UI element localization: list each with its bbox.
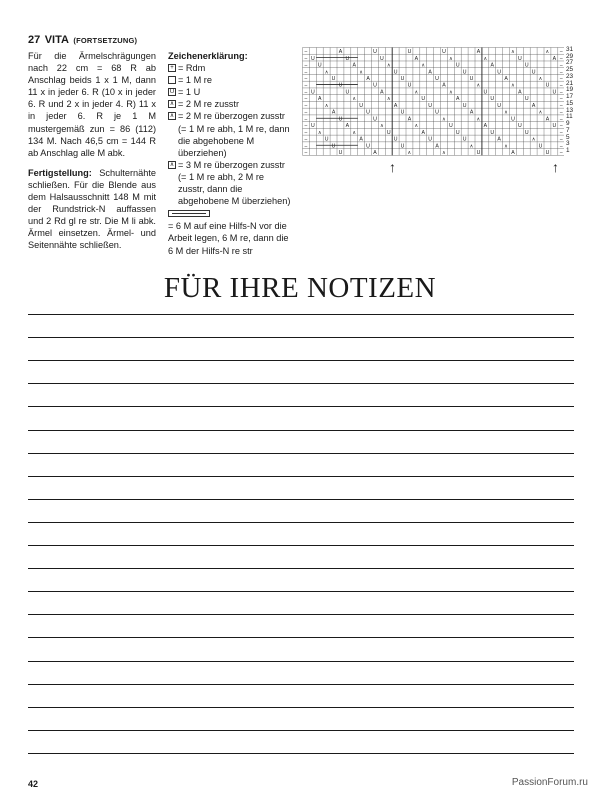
chart-stitch-symbol: A [552,55,557,62]
sleeve-instructions: Für die Ärmelschrägungen nach 22 cm = 68 R ab Anschlag beids 1 x 1 M, dann 11 x in jeder 6. R (10 x in jeder 6. R und 2 x in jeder 4. R) 11 x in jeder 6. R je 1 M mustergemäß zun = 86 (112) 134 M. Nach 46,5 cm = 144 R ab Anschlag alle M abk. [28,51,156,158]
chart-stitch-symbol: ∧ [531,136,536,143]
legend-text: = 1 U [178,87,201,98]
legend-item-yarn-over [168,86,293,98]
chart-edge-stitch: – [304,76,308,82]
chart-stitch-symbol: U [338,150,343,157]
chart-stitch-symbol: U [490,96,495,103]
note-line [28,499,574,500]
chart-stitch-symbol: A [490,62,494,69]
chart-stitch-symbol: A [393,102,398,109]
legend-item-knit [168,74,293,86]
chart-stitch-symbol: U [531,69,536,76]
chart-stitch-symbol: U [552,123,557,130]
chart-stitch-symbol: A [504,76,508,82]
chart-stitch-symbol: ∧ [476,116,481,123]
pattern-number: 27 [28,34,41,46]
chart-stitch-symbol: U [359,102,364,109]
legend-text: = Rdm [178,63,206,74]
knit-symbol-icon [168,76,176,84]
chart-stitch-symbol: ∧ [324,102,329,109]
knitting-chart [302,47,564,157]
chart-row-label: 11 [566,113,573,121]
section-header [28,30,137,48]
chart-stitch-symbol: U [538,143,543,150]
chart-stitch-symbol: A [476,49,481,56]
chart-stitch-symbol: U [393,69,398,76]
chart-edge-stitch: – [559,55,563,62]
chart-stitch-symbol: ∧ [379,123,384,130]
chart-stitch-symbol: U [310,55,315,62]
chart-stitch-symbol: ∧ [386,62,391,69]
note-line [28,614,574,615]
chart-stitch-symbol: U [345,89,350,96]
chart-stitch-symbol: U [490,129,495,136]
legend-item-edge-stitch [168,62,293,74]
legend-item-skp [168,110,293,158]
legend-text: = 6 M auf eine Hilfs-N vor die Arbeit legen, 6 M re, dann die 6 M der Hilfs-N re str [168,221,289,256]
chart-row-labels [566,47,573,155]
chart-stitch-symbol: U [428,136,433,143]
up-arrow-icon: ↑ [389,159,396,175]
chart-stitch-symbol: ∧ [442,150,446,157]
chart-stitch-symbol: U [448,123,453,130]
skp-symbol-icon: ∧ [169,113,175,120]
chart-stitch-symbol: U [462,136,467,143]
chart-row-label: 9 [566,120,570,128]
note-line [28,637,574,638]
chart-edge-stitch: – [559,123,563,130]
finishing-instructions [28,167,156,252]
chart-edge-stitch: – [559,62,563,69]
chart-stitch-symbol: A [456,96,460,103]
chart-stitch-symbol: U [469,76,474,82]
chart-stitch-symbol: ∧ [511,82,515,89]
chart-row-label: 21 [566,79,574,87]
chart-stitch-symbol: U [497,102,502,109]
chart-edge-stitch: – [559,76,563,82]
chart-row-label: 23 [566,72,574,80]
chart-edge-stitch: – [304,55,308,62]
chart-stitch-symbol: ∧ [448,89,453,96]
cable-symbol-icon [168,210,210,217]
note-line [28,453,574,454]
finishing-text: Schulternähte schließen. Für die Blende aus dem Halsausschnitt 148 M mit der Rundstrick-N auffassen und 2 Rd gl re str. Die M li abk. Ärmel einsetzen. Ärmel- und Seitennähte schließen. [28,167,156,251]
chart-stitch-symbol: U [476,150,481,157]
note-line [28,591,574,592]
legend-item-cable [168,207,293,256]
chart-stitch-symbol: U [435,109,439,116]
chart-stitch-symbol: U [373,82,377,89]
chart-stitch-symbol: A [359,136,363,143]
chart-stitch-symbol: ∧ [469,143,474,150]
chart-stitch-symbol: A [435,143,439,150]
legend-text: = 1 M re [178,75,212,86]
chart-stitch-symbol: U [317,62,322,69]
chart-stitch-symbol: U [386,129,391,136]
chart-row-label: 7 [566,126,570,134]
chart-stitch-symbol: U [310,123,315,130]
chart-stitch-symbol: U [400,76,405,82]
note-line [28,383,574,384]
chart-edge-stitch: – [559,69,563,76]
pattern-name: VITA [44,34,69,46]
chart-stitch-symbol: A [366,76,370,82]
chart-edge-stitch: – [559,109,563,116]
chart-stitch-symbol: A [483,123,488,130]
chart-stitch-symbol: ∧ [511,49,515,56]
chart-stitch-symbol: U [442,49,446,56]
chart-edge-stitch: – [559,96,563,103]
yarn-over-symbol-icon: U [169,89,175,96]
chart-edge-stitch: – [304,116,308,123]
chart-stitch-symbol: U [511,116,515,123]
note-line [28,314,574,315]
notes-title: FÜR IHRE NOTIZEN [163,272,437,304]
chart-stitch-symbol: A [442,82,446,89]
chart-edge-stitch: – [559,136,563,143]
chart-stitch-symbol: U [462,102,467,109]
chart-edge-stitch: – [304,150,308,157]
chart-row-label: 19 [566,86,574,94]
chart-stitch-symbol: A [497,136,501,143]
chart-edge-stitch: – [304,109,308,116]
chart-stitch-symbol: ∧ [421,62,426,69]
chart-stitch-symbol: ∧ [359,69,364,76]
chart-stitch-symbol: U [393,136,398,143]
chart-stitch-symbol: U [379,55,384,62]
chart-row-label: 25 [566,66,574,74]
chart-stitch-symbol: U [310,89,315,96]
legend-text: = 3 M re überzogen zusstr (= 1 M re abh, 2 M re zusstr, dann die abgehobene M überziehen) [178,159,291,207]
chart-stitch-symbol: A [373,150,377,157]
chart-stitch-symbol: U [366,109,370,116]
chart-row-label: 13 [566,106,574,114]
chart-stitch-symbol: ∧ [407,150,412,157]
chart-stitch-symbol: U [324,136,329,143]
chart-edge-stitch: – [559,129,563,136]
chart-stitch-symbol: ∧ [545,49,550,56]
chart-edge-stitch: – [559,102,563,109]
edge-stitch-symbol-icon: + [168,64,176,72]
chart-stitch-symbol: U [366,143,370,150]
pattern-subtitle: (FORTSETZUNG) [73,36,138,45]
chart-stitch-symbol: ∧ [483,55,488,62]
chart-stitch-symbol: U [455,129,460,136]
chart-stitch-symbol: U [338,116,343,123]
note-line [28,337,574,338]
chart-stitch-symbol: A [545,116,550,123]
chart-edge-stitch: – [304,62,308,69]
chart-stitch-symbol: U [421,96,426,103]
chart-stitch-symbol: A [428,69,432,76]
chart-stitch-symbol: ∧ [476,82,481,89]
chart-stitch-symbol: A [407,116,412,123]
note-line [28,430,574,431]
chart-row-label: 15 [566,99,574,107]
chart-stitch-symbol: A [338,49,343,56]
chart-edge-stitch: – [304,96,308,103]
chart-stitch-symbol: U [345,55,350,62]
chart-stitch-symbol: U [552,89,557,96]
note-line [28,684,574,685]
chart-stitch-symbol: A [531,102,536,109]
chart-stitch-symbol: ∧ [317,129,322,136]
finishing-heading: Fertigstellung: [28,167,92,178]
chart-edge-stitch: – [559,89,563,96]
chart-stitch-symbol: ∧ [352,129,357,136]
up-arrow-icon: ↑ [552,159,559,175]
chart-stitch-symbol: A [318,96,322,103]
chart-stitch-symbol: ∧ [352,96,357,103]
note-line [28,730,574,731]
chart-stitch-symbol: U [373,49,377,56]
chart-stitch-symbol: U [331,143,336,150]
chart-edge-stitch: – [559,150,563,157]
chart-stitch-symbol: ∧ [538,76,543,82]
chart-stitch-symbol: ∧ [324,69,329,76]
k2tog-symbol-icon: ∧ [169,101,175,108]
chart-stitch-symbol: A [380,89,384,96]
chart-stitch-symbol: U [545,150,550,157]
legend-item-sk2p [168,159,293,207]
chart-stitch-symbol: U [545,82,550,89]
note-line [28,568,574,569]
chart-edge-stitch: – [304,89,308,96]
chart-edge-stitch: – [304,49,308,56]
chart-stitch-symbol: U [407,82,412,89]
chart-stitch-symbol: U [483,89,488,96]
chart-stitch-symbol: U [524,129,529,136]
note-line [28,753,574,754]
chart-stitch-symbol: U [407,49,412,56]
chart-stitch-symbol: A [421,129,425,136]
chart-stitch-symbol: A [518,89,522,96]
chart-stitch-symbol: U [428,102,433,109]
chart-stitch-symbol: U [373,116,377,123]
chart-row-label: 27 [566,59,574,67]
chart-stitch-symbol: U [524,96,529,103]
legend-column [168,50,293,257]
legend-title: Zeichenerklärung: [168,51,248,61]
chart-edge-stitch: – [559,143,563,150]
chart-stitch-symbol: U [497,69,502,76]
chart-stitch-symbol: A [352,62,356,69]
chart-edge-stitch: – [304,82,308,89]
chart-stitch-symbol: ∧ [442,116,446,123]
chart-edge-stitch: – [304,143,308,150]
chart-edge-stitch: – [304,102,308,109]
chart-stitch-symbol: A [331,109,336,116]
note-line [28,545,574,546]
chart-stitch-symbol: U [455,62,460,69]
note-line [28,661,574,662]
chart-edge-stitch: – [559,82,563,89]
chart-stitch-symbol: ∧ [448,55,453,62]
chart-stitch-symbol: U [435,76,439,82]
note-line [28,476,574,477]
chart-stitch-symbol: ∧ [504,143,508,150]
chart-stitch-symbol: U [517,123,522,130]
watermark: PassionForum.ru [511,777,588,788]
chart-stitch-symbol: A [414,55,419,62]
chart-edge-stitch: – [559,49,563,56]
chart-row-label: 1 [566,147,570,155]
chart-row-label: 3 [566,140,570,148]
instructions-column [28,50,156,260]
note-line [28,406,574,407]
chart-stitch-symbol: ∧ [538,109,543,116]
chart-row-label: 17 [566,93,574,101]
note-line [28,522,574,523]
chart-stitch-symbol: A [469,109,474,116]
chart-stitch-symbol: U [400,143,405,150]
chart-row-label: 31 [566,46,574,53]
chart-edge-stitch: – [304,69,308,76]
note-line [28,360,574,361]
chart-stitch-symbol: ∧ [414,123,419,130]
chart-edge-stitch: – [304,123,308,130]
chart-stitch-symbol: A [345,123,350,130]
note-line [28,707,574,708]
chart-stitch-symbol: U [524,62,529,69]
chart-edge-stitch: – [304,129,308,136]
chart-stitch-symbol: ∧ [504,109,508,116]
legend-item-k2tog [168,98,293,110]
chart-stitch-symbol: U [331,76,336,82]
chart-stitch-symbol: ∧ [414,89,419,96]
chart-stitch-symbol: ∧ [386,96,391,103]
chart-stitch-symbol: U [517,55,522,62]
chart-stitch-symbol: U [338,82,343,89]
chart-edge-stitch: – [559,116,563,123]
chart-stitch-symbol: U [462,69,467,76]
chart-row-label: 5 [566,133,570,141]
chart-edge-stitch: – [304,136,308,143]
sk2p-symbol-icon: ∧ [169,161,175,168]
chart-stitch-symbol: A [511,150,515,157]
legend-text: = 2 M re zusstr [178,99,240,110]
chart-row-label: 29 [566,52,574,60]
legend-text: = 2 M re überzogen zusstr (= 1 M re abh, 1 M re, dann die abgehobene M überziehen) [178,111,290,158]
page-number: 42 [28,779,39,789]
chart-stitch-symbol: U [400,109,405,116]
